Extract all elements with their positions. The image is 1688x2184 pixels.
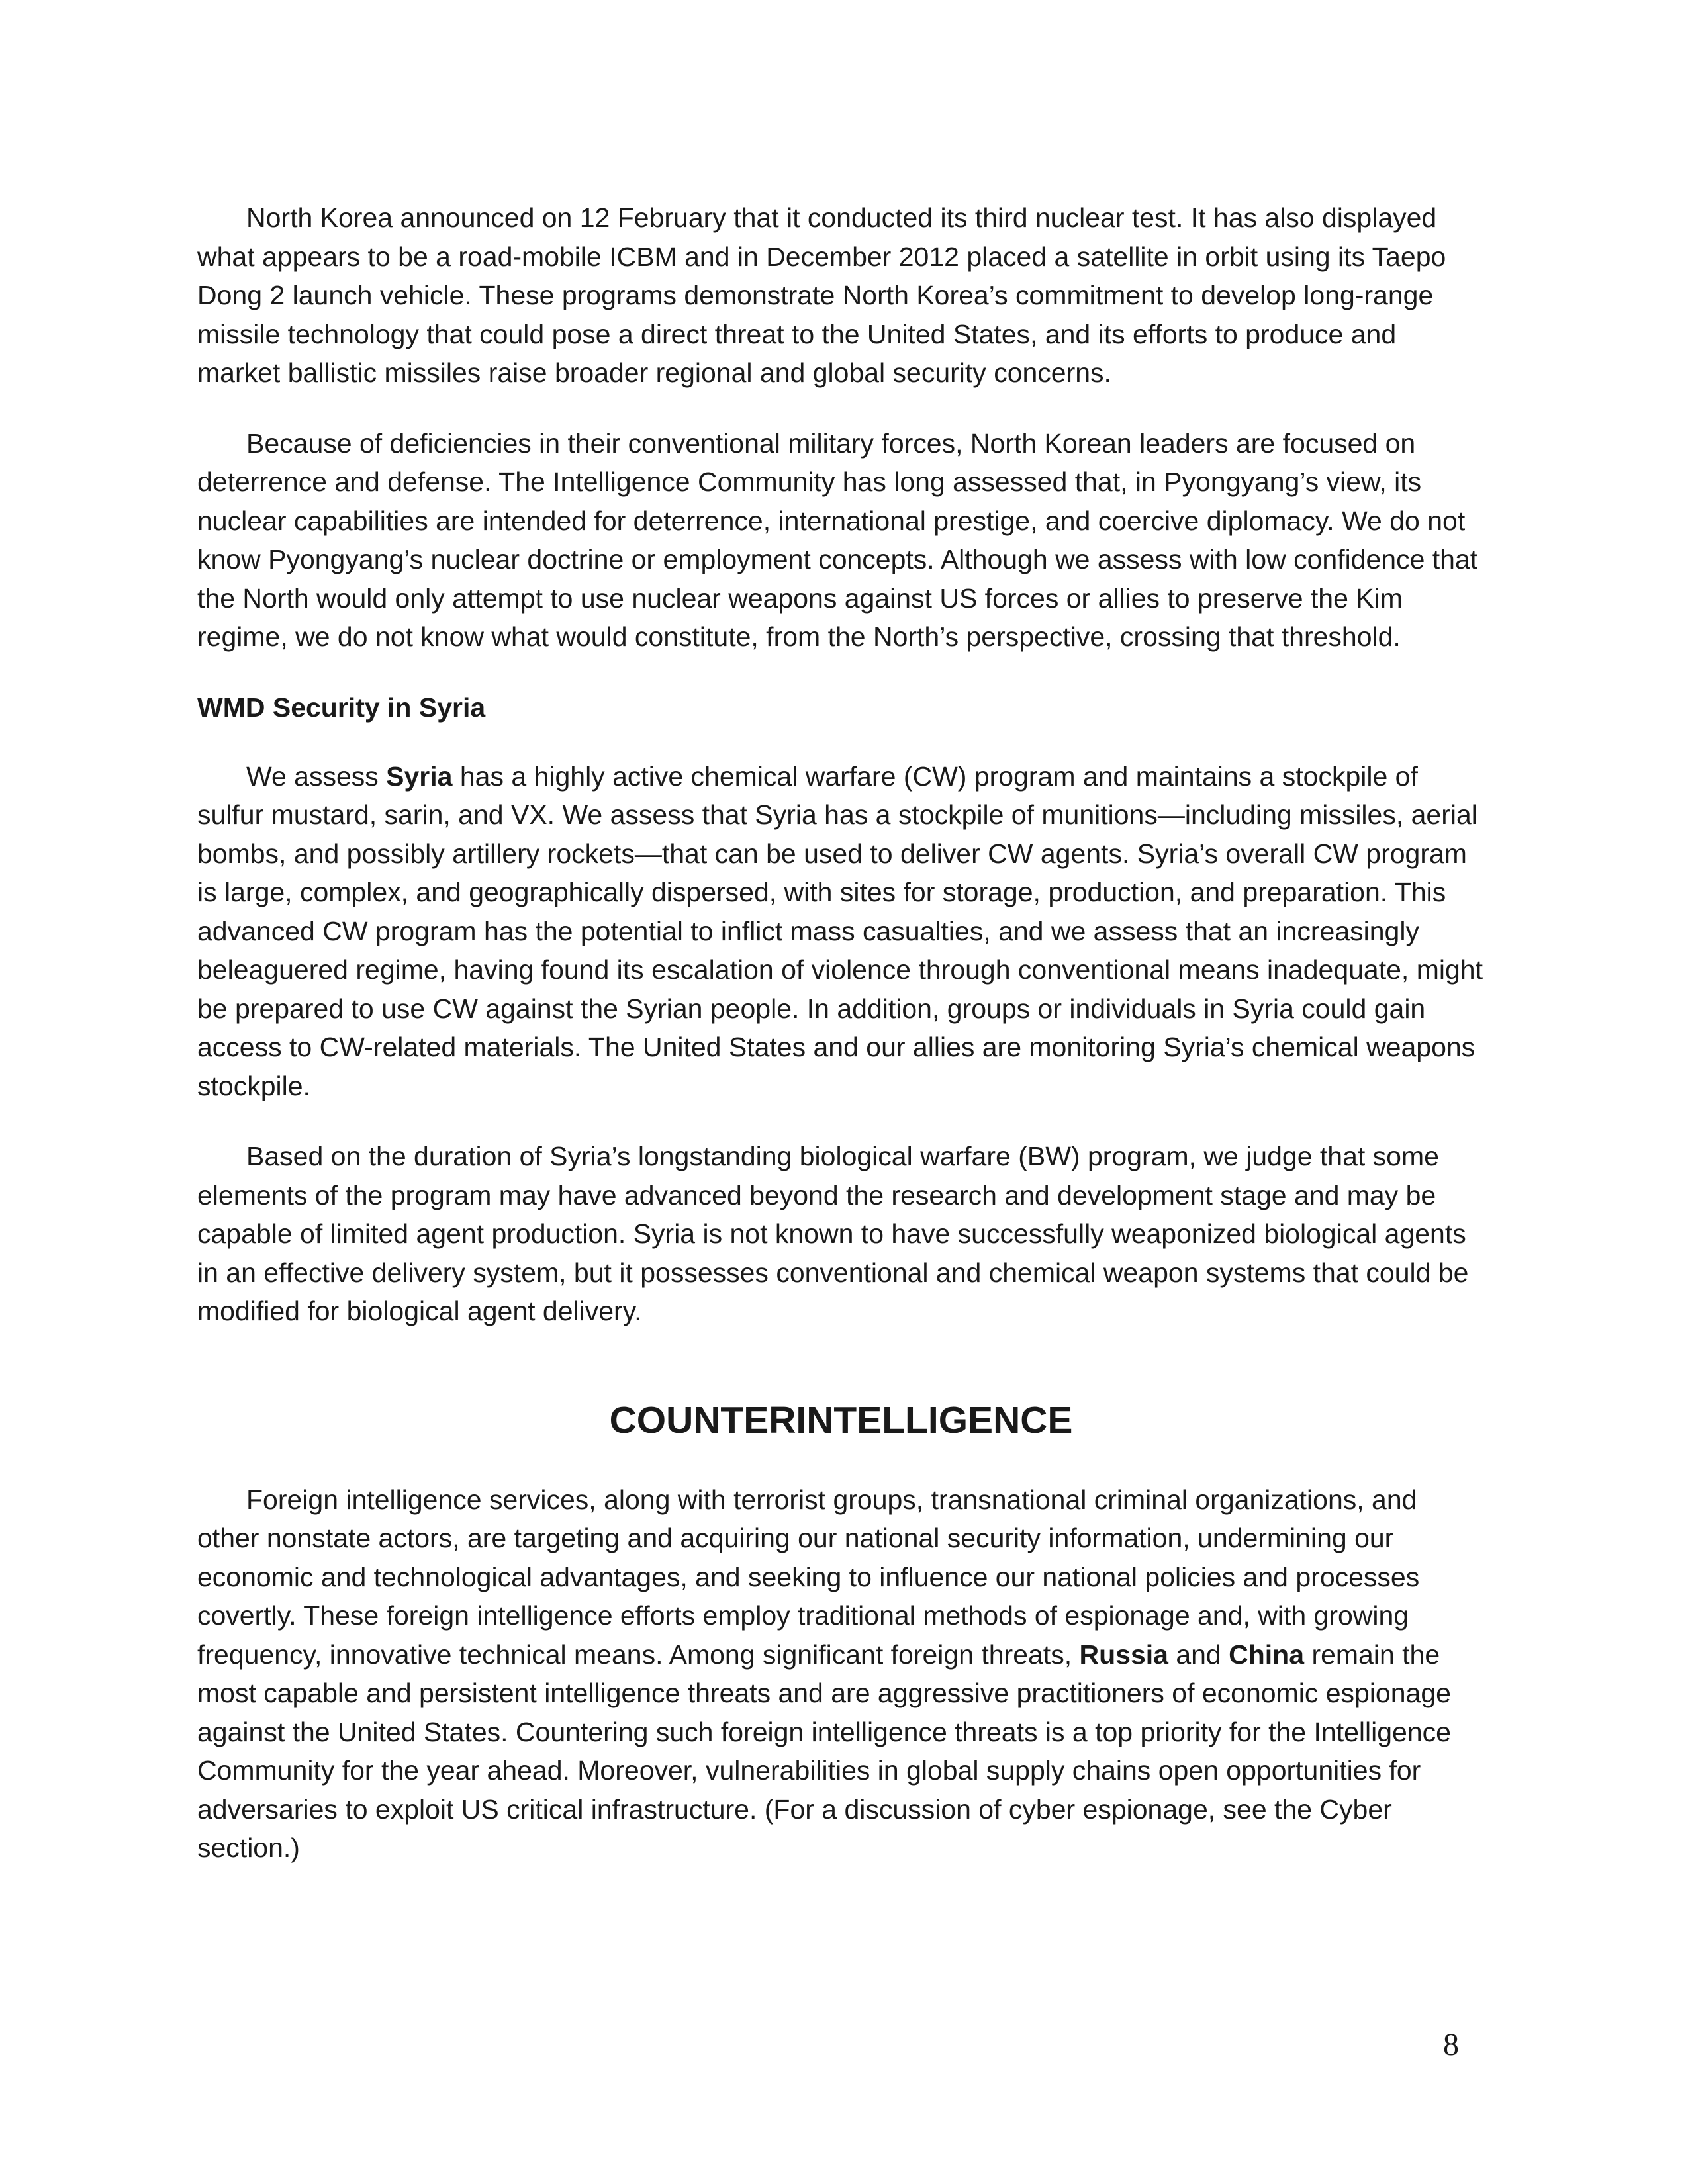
ci-russia: Russia [1079,1639,1168,1670]
ci-and: and [1168,1639,1229,1670]
section-title-counterintelligence: COUNTERINTELLIGENCE [609,1398,1073,1441]
ci-part2: remain the most capable and persistent intelligence threats and are aggressive practitioners of economic espionage against the United States. Countering such foreign intelligence threats is a top priority for the Intelligence Community for the year ahead. Moreover, vulnerabilities in global supply chains open opportunities for adversaries to exploit US critical infrastructure. (For a discussion of cyber espionage, see the Cyber section.) [197,1639,1451,1863]
paragraph-north-korea-deterrence: Because of deficiencies in their conventional military forces, North Korean leaders are focused on deterrence and defense. The Intelligence Community has long assessed that, in Pyongyang’s view, its nuclear capabilities are intended for deterrence, international prestige, and coercive diplomacy. We do not know Pyongyang’s nuclear doctrine or employment concepts. Although we assess with low confidence that the North would only attempt to use nuclear weapons against US forces or allies to preserve the Kim regime, we do not know what would constitute, from the North’s perspective, crossing that threshold. [197,428,1478,652]
page-number: 8 [1443,2027,1459,2062]
ci-part1: Foreign intelligence services, along with terrorist groups, transnational criminal organizations, and other nonstate actors, are targeting and acquiring our national security information, undermining our economic and technological advantages, and seeking to influence our national policies and processes covertly. These foreign intelligence efforts employ traditional methods of espionage and, with growing frequency, innovative technical means. Among significant foreign threats, [197,1484,1420,1670]
syria-cw-rest: has a highly active chemical warfare (CW) program and maintains a stockpile of sulfur mustard, sarin, and VX. We assess that Syria has a stockpile of munitions—including missiles, aerial bombs, and possibly artillery rockets—that can be used to deliver CW agents. Syria’s overall CW program is large, complex, and geographically dispersed, with sites for storage, production, and preparation. This advanced CW program has the potential to inflict mass casualties, and we assess that an increasingly beleaguered regime, having found its escalation of violence through conventional means inadequate, might be prepared to use CW against the Syrian people. In addition, groups or individuals in Syria could gain access to CW-related materials. The United States and our allies are monitoring Syria’s chemical weapons stockpile. [197,760,1483,1101]
document-page [197,199,1485,1899]
paragraph-counterintelligence [197,1480,1485,1868]
wmd-syria-heading: WMD Security in Syria [197,692,486,723]
ci-china: China [1229,1639,1305,1670]
paragraph-syria-cw [197,757,1485,1106]
syria-cw-lead: We assess [246,760,387,792]
paragraph-north-korea-test: North Korea announced on 12 February that it conducted its third nuclear test. It has also displayed what appears to be a road-mobile ICBM and in December 2012 placed a satellite in orbit using its Taepo Dong 2 launch vehicle. These programs demonstrate North Korea’s commitment to develop long-range missile technology that could pose a direct threat to the United States, and its efforts to produce and market ballistic missiles raise broader regional and global security concerns. [197,203,1446,388]
paragraph-syria-bw: Based on the duration of Syria’s longstanding biological warfare (BW) program, we judge that some elements of the program may have advanced beyond the research and development stage and may be capable of limited agent production. Syria is not known to have successfully weaponized biological agents in an effective delivery system, but it possesses conventional and chemical weapon systems that could be modified for biological agent delivery. [197,1141,1469,1326]
syria-cw-bold: Syria [386,760,453,792]
